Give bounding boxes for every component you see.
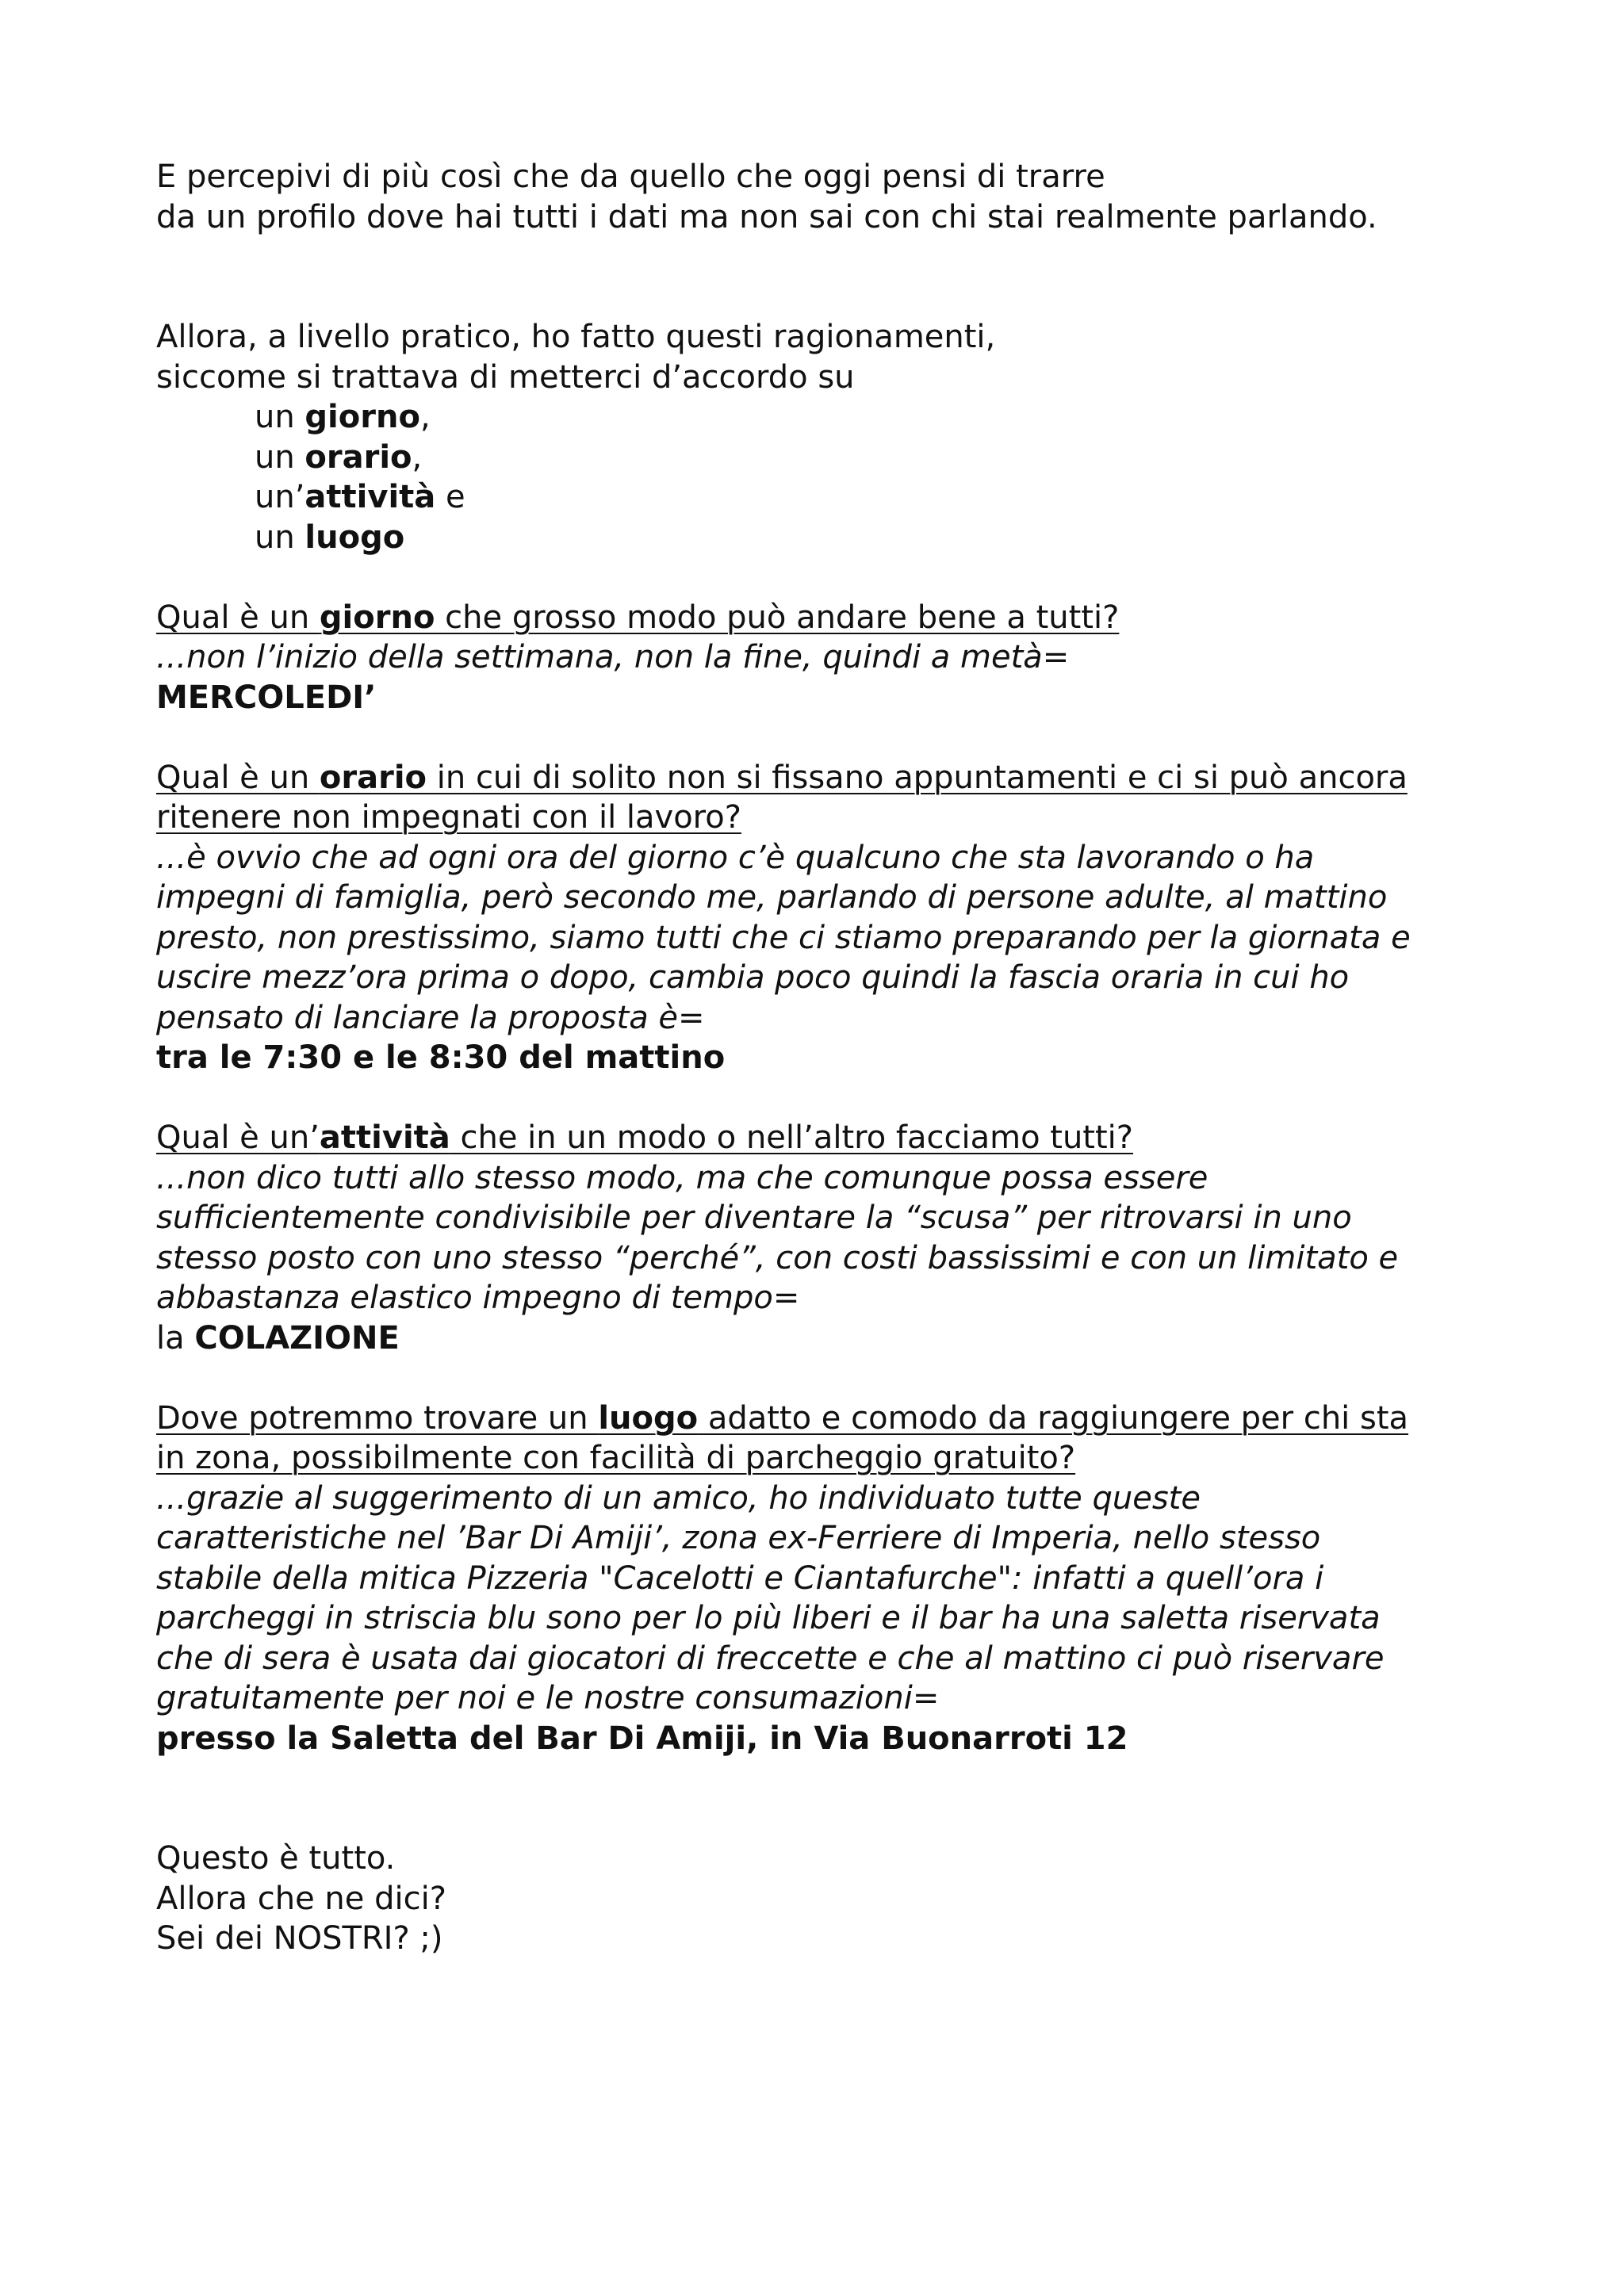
giorno-question: Qual è un giorno che grosso modo può andare bene a tutti? — [156, 599, 1120, 636]
intro-line-1: E percepivi di più così che da quello che oggi pensi di trarre — [156, 159, 1105, 195]
reasoning-item-attivita: un’attività e — [255, 479, 465, 515]
attivita-answer-line-1: ...non dico tutti allo stesso modo, ma che comunque possa essere — [156, 1159, 1208, 1196]
orario-answer-line-2: impegni di famiglia, però secondo me, parlando di persone adulte, al mattino — [156, 879, 1388, 916]
luogo-answer-line-2: caratteristiche nel ’Bar Di Amiji’, zona ex-Ferriere di Imperia, nello stesso — [156, 1520, 1321, 1556]
orario-result: tra le 7:30 e le 8:30 del mattino — [156, 1039, 726, 1076]
attivita-answer-line-3: stesso posto con uno stesso “perché”, con costi bassissimi e con un limitato e — [156, 1239, 1399, 1276]
document-page — [156, 157, 1504, 1959]
spacer — [156, 557, 1504, 598]
attivita-answer-line-2: sufficientemente condivisibile per diventare la “scusa” per ritrovarsi in uno — [156, 1200, 1352, 1236]
attivita-result: la COLAZIONE — [156, 1319, 400, 1357]
attivita-answer-line-4: abbastanza elastico impegno di tempo= — [156, 1280, 800, 1316]
luogo-question-line-2: in zona, possibilmente con facilità di parcheggio gratuito? — [156, 1440, 1076, 1476]
spacer — [156, 718, 1504, 758]
orario-answer-line-4: uscire mezz’ora prima o dopo, cambia poco quindi la fascia oraria in cui ho — [156, 959, 1350, 996]
orario-question-line-2: ritenere non impegnati con il lavoro? — [156, 799, 741, 836]
luogo-result: presso la Saletta del Bar Di Amiji, in Via Buonarroti 12 — [156, 1720, 1128, 1757]
orario-answer-line-5: pensato di lanciare la proposta è= — [156, 999, 705, 1036]
giorno-result: MERCOLEDI’ — [156, 679, 377, 716]
orario-question-line-1: Qual è un orario in cui di solito non si fissano appuntamenti e ci si può ancora — [156, 759, 1408, 796]
spacer — [156, 1078, 1504, 1119]
intro-line-2: da un profilo dove hai tutti i dati ma non sai con chi stai realmente parlando. — [156, 198, 1377, 235]
spacer — [156, 237, 1504, 317]
luogo-answer-line-1: ...grazie al suggerimento di un amico, ho individuato tutte queste — [156, 1479, 1201, 1517]
luogo-answer-line-3: stabile della mitica Pizzeria "Cacelotti e Ciantafurche": infatti a quell’ora i — [156, 1559, 1324, 1597]
orario-answer-line-3: presto, non prestissimo, siamo tutti che ci stiamo preparando per la giornata e — [156, 919, 1411, 956]
giorno-answer: ...non l’inizio della settimana, non la fine, quindi a metà= — [156, 639, 1070, 675]
reasoning-item-orario: un orario, — [255, 438, 423, 476]
closing-line-3: Sei dei NOSTRI? ;) — [156, 1920, 443, 1957]
reasoning-line-2: siccome si trattava di metterci d’accordo su — [156, 358, 855, 396]
closing-line-1: Questo è tutto. — [156, 1840, 396, 1877]
orario-answer-line-1: ...è ovvio che ad ogni ora del giorno c’è qualcuno che sta lavorando o ha — [156, 839, 1315, 876]
luogo-answer-line-4: parcheggi in striscia blu sono per lo più liberi e il bar ha una saletta riservata — [156, 1600, 1381, 1636]
luogo-answer-line-6: gratuitamente per noi e le nostre consumazioni= — [156, 1680, 940, 1716]
reasoning-item-giorno: un giorno, — [255, 399, 431, 435]
luogo-question-line-1: Dove potremmo trovare un luogo adatto e comodo da raggiungere per chi sta — [156, 1399, 1409, 1437]
reasoning-item-luogo: un luogo — [255, 519, 405, 556]
luogo-answer-line-5: che di sera è usata dai giocatori di freccette e che al mattino ci può riservare — [156, 1640, 1385, 1677]
closing-line-2: Allora che ne dici? — [156, 1880, 446, 1917]
reasoning-line-1: Allora, a livello pratico, ho fatto questi ragionamenti, — [156, 319, 996, 355]
attivita-question: Qual è un’attività che in un modo o nell’altro facciamo tutti? — [156, 1119, 1134, 1156]
spacer — [156, 1758, 1504, 1839]
spacer — [156, 1358, 1504, 1399]
